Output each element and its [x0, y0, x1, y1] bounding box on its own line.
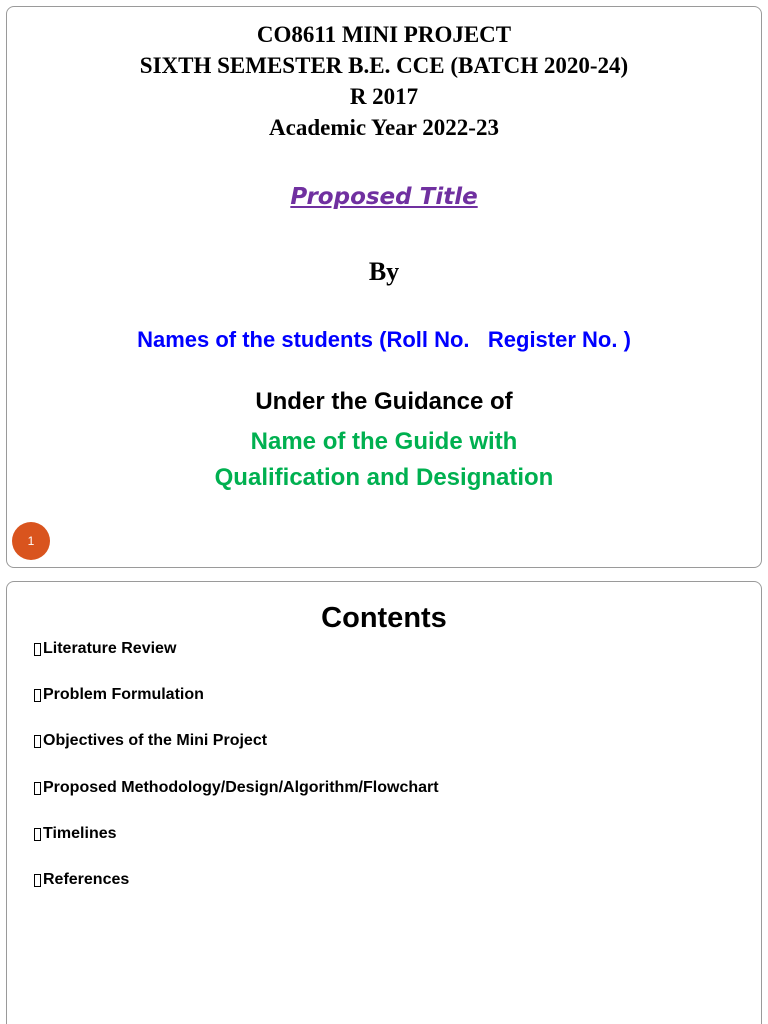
guidance-label: Under the Guidance of — [255, 388, 513, 415]
bullet-box-icon — [34, 735, 41, 748]
list-item-label: Literature Review — [43, 640, 177, 657]
course-header — [7, 19, 761, 143]
list-item — [34, 686, 439, 732]
contents-heading: Contents — [321, 602, 447, 634]
guide-qualification-line: Qualification and Designation — [214, 464, 554, 491]
bullet-box-icon — [34, 643, 41, 656]
bullet-box-icon — [34, 689, 41, 702]
list-item — [34, 825, 439, 871]
list-item-label: Objectives of the Mini Project — [43, 732, 268, 750]
list-item-label: Problem Formulation — [43, 686, 204, 704]
list-item — [34, 779, 439, 825]
students-names: Names of the students (Roll No. Register No. ) — [137, 327, 631, 352]
contents-slide — [6, 581, 762, 1024]
page-number-badge: 1 — [12, 522, 50, 560]
list-item — [34, 871, 439, 917]
bullet-box-icon — [34, 828, 41, 841]
title-slide — [6, 6, 762, 568]
contents-list — [34, 640, 439, 917]
list-item-label: Proposed Methodology/Design/Algorithm/Flowchart — [43, 778, 439, 796]
guide-details — [7, 424, 761, 496]
list-item-label: References — [43, 870, 130, 888]
proposed-title: Proposed Title — [290, 184, 478, 210]
regulation-line: R 2017 — [349, 84, 419, 109]
list-item — [34, 732, 439, 778]
semester-line: SIXTH SEMESTER B.E. CCE (BATCH 2020-24) — [139, 53, 629, 78]
list-item — [34, 640, 439, 686]
bullet-box-icon — [34, 782, 41, 795]
guide-name-line: Name of the Guide with — [250, 428, 518, 455]
academic-year-line: Academic Year 2022-23 — [269, 115, 499, 140]
list-item-label: Timelines — [43, 824, 117, 842]
bullet-box-icon — [34, 874, 41, 887]
by-label: By — [368, 257, 400, 286]
course-code-line: CO8611 MINI PROJECT — [256, 22, 512, 47]
